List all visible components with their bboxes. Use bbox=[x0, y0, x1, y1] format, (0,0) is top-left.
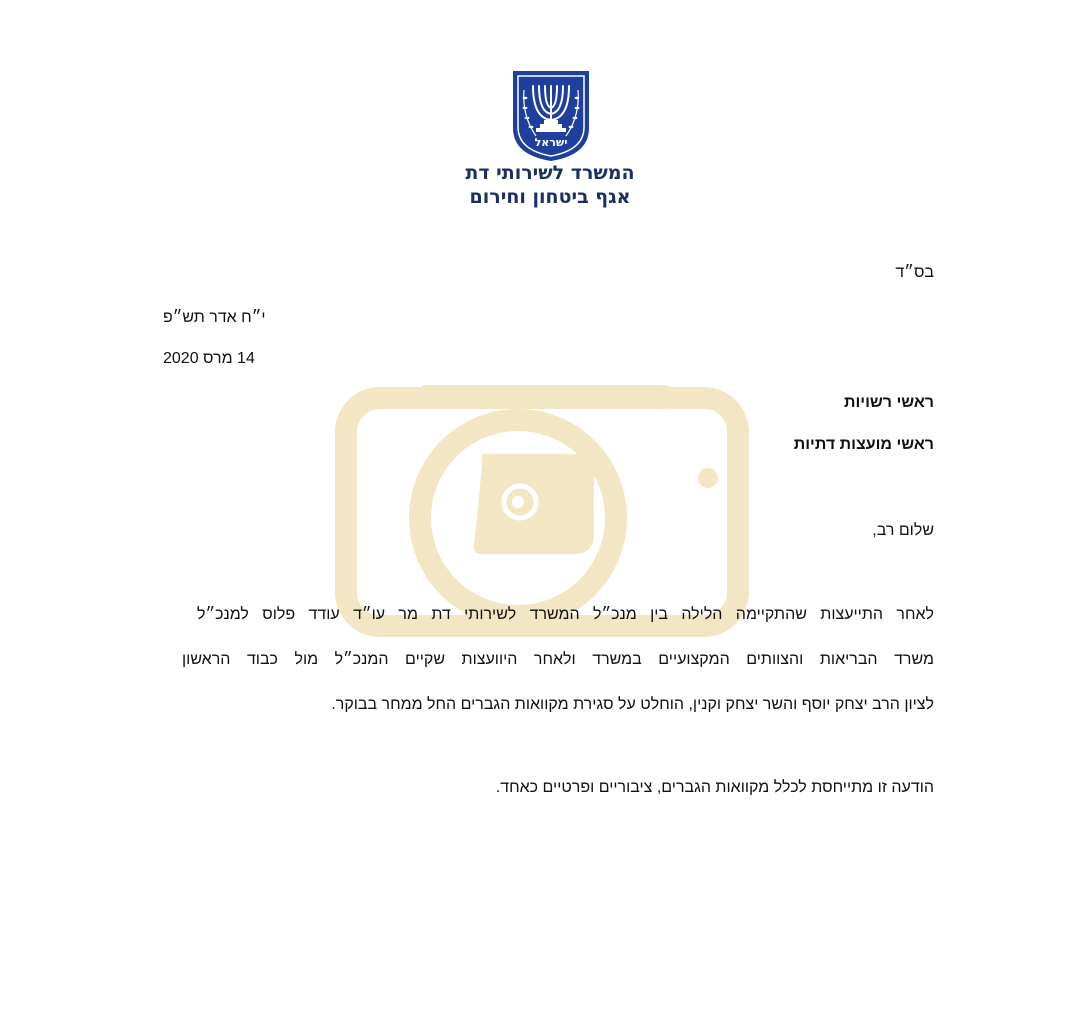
paragraph-line: הודעה זו מתייחסת לכלל מקוואות הגברים, ציבוריים ופרטיים כאחד. bbox=[495, 779, 934, 796]
svg-text:ישראל: ישראל bbox=[534, 136, 568, 149]
recipient-line: ראשי רשויות bbox=[843, 394, 934, 411]
ministry-name: המשרד לשירותי דת bbox=[465, 162, 635, 184]
recipient-line: ראשי מועצות דתיות bbox=[793, 436, 934, 453]
paragraph-line: משרד הבריאות והצוותים המקצועיים במשרד ולאחר היוועצות שקיים המנכ״ל מול כבוד הראשון bbox=[182, 651, 934, 668]
header-mark: בס״ד bbox=[895, 264, 934, 281]
hebrew-date: י״ח אדר תש״פ bbox=[163, 309, 266, 326]
state-emblem-icon bbox=[512, 70, 590, 162]
greeting: שלום רב, bbox=[872, 522, 934, 539]
paragraph-line: לאחר התייעצות שהתקיימה הלילה בין מנכ״ל המשרד לשירותי דת מר עו״ד עודד פלוס למנכ״ל bbox=[197, 606, 934, 623]
department-name: אגף ביטחון וחירום bbox=[469, 186, 631, 208]
paragraph-line: לציון הרב יצחק יוסף והשר יצחק וקנין, הוחלט על סגירת מקוואות הגברים החל ממחר בבוקר. bbox=[331, 696, 934, 713]
gregorian-date: 14 מרס 2020 bbox=[163, 350, 255, 367]
